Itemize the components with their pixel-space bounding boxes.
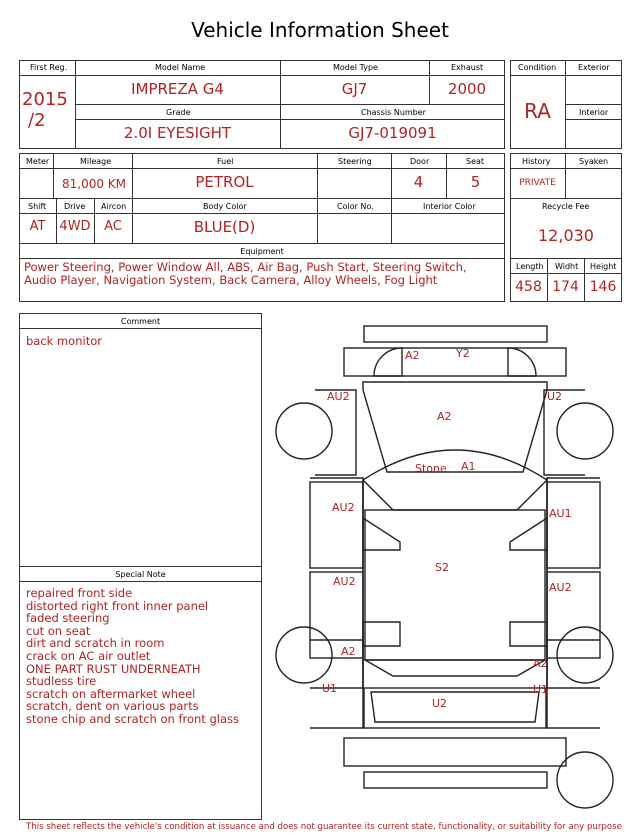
special-note-line: studless tire <box>26 674 97 689</box>
left-quarter-window <box>363 622 400 646</box>
recycle-fee-value: 12,030 <box>538 226 594 245</box>
spare-wheel <box>557 752 613 808</box>
sheet-title: Vehicle Information Sheet <box>191 18 449 42</box>
model-type-label: Model Type <box>333 63 378 72</box>
special-note-line: dirt and scratch in room <box>26 636 165 651</box>
length-label: Length <box>516 262 544 271</box>
mark-front-bumper-right: Y2 <box>456 347 470 360</box>
height-label: Height <box>590 262 617 271</box>
mark-trunk: U2 <box>432 697 448 710</box>
seat-label: Seat <box>466 157 485 166</box>
special-note-line: distorted right front inner panel <box>26 598 209 613</box>
mark-hood: A2 <box>437 410 452 423</box>
right-headlight <box>508 348 536 376</box>
mark-windshield: A1 <box>461 460 476 473</box>
mileage-label: Mileage <box>80 157 112 166</box>
special-note-line: repaired front side <box>26 586 133 600</box>
recycle-fee-label: Recycle Fee <box>542 202 590 211</box>
right-rear-quarter <box>547 640 600 728</box>
mark-front-bumper-left: A2 <box>405 349 420 362</box>
exhaust-label: Exhaust <box>451 63 484 72</box>
steering-label: Steering <box>338 157 372 166</box>
model-type-value: GJ7 <box>341 80 368 98</box>
shift-value: AT <box>29 219 46 234</box>
aircon-label: Aircon <box>101 202 127 211</box>
condition-value: RA <box>524 99 551 123</box>
mark-windshield-stone: Stone <box>415 462 447 475</box>
mark-left-front-door: AU2 <box>332 501 355 514</box>
right-mirror <box>510 518 547 550</box>
height-value: 146 <box>589 279 617 295</box>
meter-label: Meter <box>26 157 50 166</box>
fuel-value: PETROL <box>195 173 254 191</box>
rear-window <box>365 660 545 676</box>
trunk-lid <box>371 692 539 722</box>
width-label: Widht <box>555 262 579 271</box>
left-rear-wheel <box>276 627 332 683</box>
special-note-line: cut on seat <box>26 623 91 638</box>
mark-right-rear-door: AU2 <box>549 581 572 594</box>
color-no-label: Color No. <box>337 202 374 211</box>
door-label: Door <box>410 157 430 166</box>
length-value: 458 <box>515 279 542 295</box>
vehicle-damage-diagram <box>265 310 635 825</box>
history-value: PRIVATE <box>519 178 556 188</box>
equipment-value: Power Steering, Power Window All, ABS, Air Bag, Push Start, Steering Switch, Audio Player, Navigation System, Back Camera, Alloy Wheels, Fog Light <box>24 260 467 287</box>
mark-front-left-fender: AU2 <box>327 390 350 403</box>
special-note-line: scratch, dent on various parts <box>26 699 199 714</box>
left-front-door <box>310 482 363 568</box>
left-front-wheel <box>276 403 332 459</box>
special-note-line: ONE PART RUST UNDERNEATH <box>26 661 201 676</box>
special-note-line: faded steering <box>26 611 110 626</box>
special-note-line: scratch on aftermarket wheel <box>26 686 196 701</box>
right-front-wheel <box>557 403 613 459</box>
chassis-label: Chassis Number <box>361 108 426 117</box>
special-note-list <box>26 587 258 726</box>
chassis-value: GJ7-019091 <box>348 124 437 142</box>
mileage-value: 81,000 KM <box>62 177 127 191</box>
mark-roof: S2 <box>435 561 449 574</box>
shift-label: Shift <box>28 202 47 211</box>
syaken-label: Syaken <box>579 157 609 166</box>
special-note-label: Special Note <box>115 570 166 579</box>
grade-value: 2.0I EYESIGHT <box>123 124 232 142</box>
body-color-value: BLUE(D) <box>193 218 256 236</box>
comment-label: Comment <box>120 317 161 326</box>
comment-text: back monitor <box>26 334 102 348</box>
seat-value: 5 <box>470 173 481 191</box>
mark-left-rear-door: AU2 <box>333 575 356 588</box>
drive-label: Drive <box>64 202 86 211</box>
interior-color-label: Interior Color <box>423 202 476 211</box>
rear-bumper-bottom <box>364 772 547 788</box>
mark-front-right-fender: U2 <box>547 390 563 403</box>
first-reg-label: First Reg. <box>30 63 68 72</box>
condition-label: Condition <box>518 63 557 72</box>
width-value: 174 <box>552 279 579 295</box>
aircon-value: AC <box>104 219 122 234</box>
left-mirror <box>363 518 400 550</box>
model-name-value: IMPREZA G4 <box>131 80 224 98</box>
mark-left-rear-corner: U1 <box>322 682 338 695</box>
right-front-door <box>547 482 600 568</box>
mark-right-rear-quarter: A2 <box>533 657 548 670</box>
front-bumper-top <box>364 326 547 342</box>
left-headlight <box>374 348 402 376</box>
fuel-label: Fuel <box>217 157 234 166</box>
mark-right-rear-corner: U1 <box>533 683 549 696</box>
exhaust-value: 2000 <box>447 80 487 98</box>
right-quarter-window <box>510 622 547 646</box>
mark-right-front-door: AU1 <box>549 507 572 520</box>
footer-disclaimer: This sheet reflects the vehicle's condition at issuance and does not guarantee its current state, functionality, or suitability for any purpose <box>26 822 622 832</box>
roof <box>365 510 545 660</box>
mark-left-rear-quarter: A2 <box>341 645 356 658</box>
drive-value: 4WD <box>59 219 91 234</box>
body-color-label: Body Color <box>203 202 247 211</box>
exterior-label: Exterior <box>578 63 610 72</box>
special-note-line: crack on AC air outlet <box>26 648 151 663</box>
door-value: 4 <box>413 173 424 191</box>
rear-bumper <box>344 738 566 766</box>
grade-label: Grade <box>166 108 191 117</box>
special-note-line: stone chip and scratch on front glass <box>26 711 239 726</box>
interior-label: Interior <box>579 108 609 117</box>
first-reg-year: 2015 <box>22 89 68 110</box>
first-reg-month: /2 <box>28 110 46 131</box>
windshield <box>363 450 547 510</box>
equipment-label: Equipment <box>240 247 284 256</box>
right-rear-wheel <box>557 627 613 683</box>
history-label: History <box>522 157 551 166</box>
hood <box>363 382 547 472</box>
model-name-label: Model Name <box>155 63 206 72</box>
